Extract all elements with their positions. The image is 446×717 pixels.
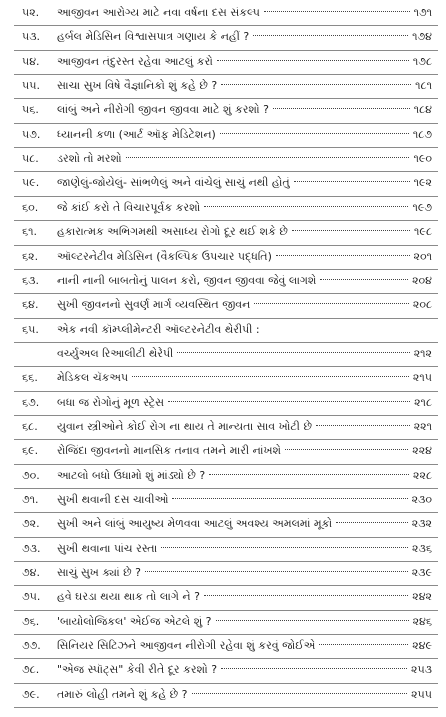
entry-number: ૬૨. xyxy=(22,249,39,263)
toc-entry xyxy=(0,77,446,100)
row-divider xyxy=(14,512,438,513)
toc-entry xyxy=(0,53,446,76)
row-divider xyxy=(14,610,438,611)
entry-page-number: ૨૨૪ xyxy=(412,444,432,458)
entry-page-number: ૨૩૬ xyxy=(412,541,432,555)
toc-entry xyxy=(0,369,446,392)
entry-page-number: ૧૯૭ xyxy=(412,200,432,214)
entry-number: ૫૭. xyxy=(22,127,41,141)
dot-leader xyxy=(204,595,408,596)
dot-leader xyxy=(254,303,409,304)
entry-title: હવે ઘરડા થયા થાક તો લાગે ને ? xyxy=(57,590,200,604)
entry-number: ૭૭. xyxy=(22,639,41,653)
dot-leader xyxy=(285,449,408,450)
entry-title: તમારું લોહી તમને શું કહે છે ? xyxy=(57,687,188,701)
entry-number: ૭૫. xyxy=(22,590,41,604)
dot-leader xyxy=(132,376,409,377)
entry-number: ૫૩. xyxy=(22,30,41,44)
dot-leader xyxy=(294,181,410,182)
entry-number: ૬૩. xyxy=(22,273,39,287)
row-divider xyxy=(14,25,438,26)
dot-leader xyxy=(161,547,408,548)
dot-leader xyxy=(168,401,410,402)
entry-title: સાચા સુખ વિષે વૈજ્ઞાનિકો શું કહે છે ? xyxy=(57,79,218,93)
entry-page-number: ૨૦૪ xyxy=(412,273,432,287)
dot-leader xyxy=(221,668,407,669)
entry-page-number: ૨૪૬ xyxy=(412,614,432,628)
entry-page-number: ૨૪૯ xyxy=(412,639,432,653)
dot-leader xyxy=(221,84,411,85)
entry-number: ૫૪. xyxy=(22,54,40,68)
dot-leader xyxy=(276,255,410,256)
entry-page-number: ૧૯૮ xyxy=(414,225,432,239)
row-divider xyxy=(14,269,438,270)
entry-number: ૬૯. xyxy=(22,444,39,458)
entry-page-number: ૧૮૭ xyxy=(412,127,432,141)
dot-leader xyxy=(192,693,408,694)
dot-leader xyxy=(172,498,407,499)
toc-entry xyxy=(0,637,446,660)
entry-title: ઑલ્ટરનેટીવ મેડિસિન (વૈકલ્પિક ઉપચાર પદ્ધતિ) xyxy=(57,249,272,263)
dot-leader xyxy=(253,35,408,36)
row-divider xyxy=(14,537,438,538)
dot-leader xyxy=(273,108,410,109)
toc-entry xyxy=(0,564,446,587)
row-divider xyxy=(14,561,438,562)
row-divider xyxy=(14,707,438,708)
entry-title: બધા જ રોગોનું મૂળ સ્ટ્રેસ xyxy=(57,395,165,409)
dot-leader xyxy=(216,620,409,621)
entry-number: ૬૬. xyxy=(22,371,38,385)
toc-entry xyxy=(0,588,446,611)
entry-title: મેડિકલ ચૅકઅપ xyxy=(57,371,129,385)
row-divider xyxy=(14,293,438,294)
entry-page-number: ૨૩૨ xyxy=(411,517,432,531)
dot-leader xyxy=(319,644,408,645)
entry-title: ધ્યાનની કળા (આર્ટ ઑફ મેડિટેશન) xyxy=(57,127,216,141)
toc-entry xyxy=(0,418,446,441)
row-divider xyxy=(14,658,438,659)
entry-title: આજીવન આરોગ્ય માટે નવા વર્ષના દસ સંકલ્પ xyxy=(57,6,260,19)
toc-entry xyxy=(0,150,446,173)
dot-leader xyxy=(204,206,408,207)
toc-entry xyxy=(0,101,446,124)
row-divider xyxy=(14,318,438,319)
entry-title: જે કાંઈ કરો તે વિચારપૂર્વક કરશો xyxy=(57,200,201,214)
dot-leader xyxy=(220,133,409,134)
entry-title: વર્ચ્યુઅલ રિઆલીટી થેરેપી xyxy=(57,346,174,360)
entry-number: ૫૨. xyxy=(22,6,40,19)
entry-page-number: ૨૦૮ xyxy=(412,298,432,312)
entry-number: ૫૬. xyxy=(22,103,39,117)
entry-page-number: ૧૭૪ xyxy=(412,30,432,44)
row-divider xyxy=(14,634,438,635)
row-divider xyxy=(14,439,438,440)
dot-leader xyxy=(292,230,410,231)
entry-page-number: ૨૨૮ xyxy=(413,468,432,482)
row-divider xyxy=(14,683,438,684)
entry-number: ૭૪. xyxy=(22,566,40,580)
entry-title: એક નવી કૉમ્પ્લીમેન્ટરી ઑલ્ટરનેટીવ થેરીપી : xyxy=(57,322,260,336)
entry-number: ૫૯. xyxy=(22,176,40,190)
dot-leader xyxy=(264,11,410,12)
toc-entry xyxy=(0,345,446,368)
entry-number: ૬૮. xyxy=(22,419,38,433)
toc-entry xyxy=(0,686,446,709)
entry-title: નાની નાની બાબતોનું પાલન કરો, જીવન જીવવા જેવું લાગશે xyxy=(57,273,317,287)
entry-title: હકારાત્મક અભિગમથી અસાધ્ય રોગો દૂર થઈ શકે છે xyxy=(57,225,288,239)
entry-title: હર્બલ મેડિસિન વિશ્વાસપાત્ર ગણાય કે નહીં ? xyxy=(57,30,250,44)
toc-entry xyxy=(0,4,446,27)
entry-page-number: ૨૩૦ xyxy=(411,493,432,506)
row-divider xyxy=(14,585,438,586)
row-divider xyxy=(14,171,438,172)
entry-page-number: ૨૨૧ xyxy=(413,419,432,433)
entry-page-number: ૨૩૯ xyxy=(411,566,432,580)
entry-title: જાણેલું-જોયેલું- સાંભળેલું અને વાંચેલું સાચું નથી હોતું xyxy=(57,176,290,190)
entry-number: ૫૮. xyxy=(22,152,39,166)
toc-entry xyxy=(0,272,446,295)
row-divider xyxy=(14,415,438,416)
toc-entry xyxy=(0,321,446,344)
dot-leader xyxy=(217,60,409,61)
row-divider xyxy=(14,147,438,148)
entry-page-number: ૨૫૫ xyxy=(411,687,432,701)
entry-number: ૭૬. xyxy=(22,614,40,628)
entry-title: ડરશો તો મરશો xyxy=(57,152,122,166)
toc-entry xyxy=(0,491,446,514)
toc-entry xyxy=(0,174,446,197)
entry-number: ૭૨. xyxy=(22,517,40,531)
entry-page-number: ૨૧૫ xyxy=(412,371,432,385)
entry-page-number: ૧૮૪ xyxy=(413,103,432,117)
toc-entry xyxy=(0,223,446,246)
row-divider xyxy=(14,123,438,124)
row-divider xyxy=(14,488,438,489)
toc-entry xyxy=(0,613,446,636)
entry-page-number: ૨૫૩ xyxy=(410,663,432,677)
entry-number: ૬૦. xyxy=(22,200,39,214)
dot-leader xyxy=(177,352,409,353)
row-divider xyxy=(14,50,438,51)
entry-title: યુવાન સ્ત્રીઓને કોઈ રોગ ના થાય તે માન્યતા સાવ ખોટી છે xyxy=(57,419,312,433)
entry-number: ૭૧. xyxy=(22,493,39,506)
entry-page-number: ૧૯૦ xyxy=(413,152,432,166)
dot-leader xyxy=(316,425,410,426)
entry-title: આટલો બધો ઉધામો શું માંડ્યો છે ? xyxy=(57,468,206,482)
entry-number: ૭૯. xyxy=(22,687,40,701)
entry-page-number: ૧૭૧ xyxy=(413,6,432,19)
toc-entry xyxy=(0,126,446,149)
row-divider xyxy=(14,366,438,367)
entry-page-number: ૨૧૨ xyxy=(413,346,432,360)
entry-page-number: ૧૯૨ xyxy=(413,176,432,190)
toc-entry xyxy=(0,28,446,51)
entry-title: સુખી થવાના પાંચ રસ્તા xyxy=(57,541,158,555)
entry-title: "એજ સ્પૉટ્સ" કેવી રીતે દૂર કરશો ? xyxy=(57,663,218,677)
dot-leader xyxy=(336,522,408,523)
toc-entry xyxy=(0,515,446,538)
entry-number: ૬૧. xyxy=(22,225,38,239)
row-divider xyxy=(14,245,438,246)
entry-title: રોજિંદા જીવનનો માનસિક તનાવ તમને મારી નાંખશે xyxy=(57,444,282,458)
entry-page-number: ૨૦૧ xyxy=(413,249,432,263)
toc-entry xyxy=(0,248,446,271)
entry-title: સુખી અને લાંબું આયુષ્ય મેળવવા આટલું અવશ્ય અમલમાં મૂકો xyxy=(57,517,333,531)
row-divider xyxy=(14,464,438,465)
entry-page-number: ૧૮૧ xyxy=(415,79,432,93)
row-divider xyxy=(14,220,438,221)
entry-title: સુખી થવાની દસ ચાવીઓ xyxy=(57,493,169,506)
row-divider xyxy=(14,74,438,75)
entry-number: ૬૪. xyxy=(22,298,39,312)
entry-page-number: ૧૭૮ xyxy=(412,54,432,68)
dot-leader xyxy=(126,157,410,158)
toc-entry xyxy=(0,540,446,563)
entry-title: આજીવન તંદુરસ્ત રહેવા આટલું કરો xyxy=(57,54,213,68)
entry-title: લાંબું અને નીરોગી જીવન જીવવા માટે શું કરશો ? xyxy=(57,103,269,117)
toc-entry xyxy=(0,442,446,465)
entry-number: ૭૮. xyxy=(22,663,40,677)
row-divider xyxy=(14,196,438,197)
entry-number: ૬૭. xyxy=(22,395,40,409)
dot-leader xyxy=(320,279,408,280)
entry-title: સુખી જીવનનો સુવર્ણ માર્ગ વ્યવસ્થિત જીવન xyxy=(57,298,251,312)
entry-title: સિનિયર સિટિઝને આજીવન નીરોગી રહેવા શું કરવું જોઈએ xyxy=(57,639,316,653)
dot-leader xyxy=(209,474,409,475)
toc-entry xyxy=(0,296,446,319)
entry-title: 'બાયોલોજિકલ' એઈજ એટલે શું ? xyxy=(57,614,212,628)
row-divider xyxy=(14,98,438,99)
entry-page-number: ૨૪૨ xyxy=(412,590,432,604)
entry-page-number: ૨૧૮ xyxy=(414,395,432,409)
toc-entry xyxy=(0,661,446,684)
entry-number: ૭૦. xyxy=(22,468,40,482)
dot-leader xyxy=(145,571,408,572)
toc-entry xyxy=(0,394,446,417)
entry-title: સાચું સુખ ક્યાં છે ? xyxy=(57,566,141,580)
entry-number: ૭૩. xyxy=(22,541,41,555)
entry-number: ૬૫. xyxy=(22,322,39,336)
entry-number: ૫૫. xyxy=(22,79,40,93)
toc-entry xyxy=(0,199,446,222)
row-divider xyxy=(14,342,438,343)
row-divider xyxy=(14,391,438,392)
toc-entry xyxy=(0,467,446,490)
